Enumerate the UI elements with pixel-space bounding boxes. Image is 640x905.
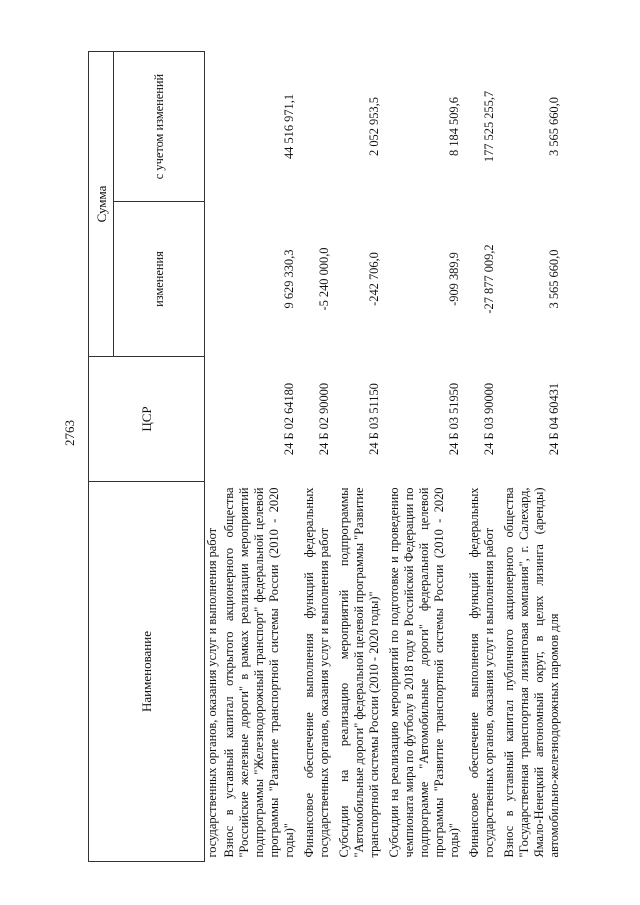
row-name: Финансовое обеспечение выполнения функций федеральных государственных органов, оказания услуг и выполнения работ [467, 487, 496, 858]
row-csr: 24 Б 03 51950 [447, 382, 461, 456]
budget-table [88, 51, 566, 862]
header-total: с учетом изменений [114, 52, 205, 202]
row-csr: 24 Б 02 90000 [317, 382, 331, 456]
row-name: Взнос в уставный капитал открытого акционерного общества "Российские железные дороги" в рамках реализации мероприятий подпрограммы "Железнодорожный транспорт" федеральной целевой программы "Развитие транспортной системы России (2010 - 2020 годы)" [222, 487, 296, 858]
row-change: -27 877 009,2 [482, 244, 496, 314]
header-name: Наименование [89, 482, 205, 862]
row-csr: 24 Б 04 60431 [547, 382, 561, 456]
continuation-row [205, 52, 222, 862]
row-csr: 24 Б 03 51150 [367, 383, 381, 455]
row-change: -5 240 000,0 [317, 247, 331, 311]
row-change: 9 629 330,3 [282, 249, 296, 309]
row-change: -242 706,0 [367, 252, 381, 306]
header-sum: Сумма [89, 52, 114, 357]
table-row [466, 52, 501, 862]
header-csr: ЦСР [89, 357, 205, 482]
row-total [301, 52, 336, 202]
row-csr: 24 Б 03 90000 [482, 382, 496, 456]
row-change: 3 565 660,0 [547, 249, 561, 309]
header-changes: изменения [114, 202, 205, 357]
table-row [336, 52, 386, 862]
row-total: 44 516 971,1 [282, 93, 296, 160]
row-name: Субсидии на реализацию мероприятий по подготовке и проведению чемпионата мира по футболу в 2018 году в Российской Федерации по подпрограмме "Автомобильные дороги" федеральной целевой программы "Развитие транспортной системы России (2010 - 2020 годы)" [387, 487, 461, 858]
row-total: 177 525 255,7 [482, 90, 496, 163]
row-total: 3 565 660,0 [547, 97, 561, 156]
table-row [221, 52, 301, 862]
row-total: 8 184 509,6 [447, 97, 461, 156]
row-csr: 24 Б 02 64180 [282, 382, 296, 456]
table-row [501, 52, 566, 862]
row-name: Взнос в уставный капитал публичного акционерного общества "Государственная транспортная лизинговая компания", г. Салехард, Ямало-Ненецкий автономный округ, в целях лизинга (аренды) автомобильно-железнодорожных паромов для [502, 487, 561, 858]
page-number: 2763 [62, 420, 77, 446]
budget-table-rotated [88, 52, 574, 862]
table-row [386, 52, 466, 862]
row-name: Субсидии на реализацию мероприятий подпрограммы "Автомобильные дороги" федеральной целевой программы "Развитие транспортной системы России (2010 - 2020 годы)" [337, 487, 381, 858]
row-change: -909 389,9 [447, 252, 461, 306]
row-total: 2 052 953,5 [367, 97, 381, 156]
table-row [301, 52, 336, 862]
row-name: Финансовое обеспечение выполнения функций федеральных государственных органов, оказания услуг и выполнения работ [302, 487, 331, 858]
continuation-text: государственных органов, оказания услуг и выполнения работ [205, 527, 219, 858]
